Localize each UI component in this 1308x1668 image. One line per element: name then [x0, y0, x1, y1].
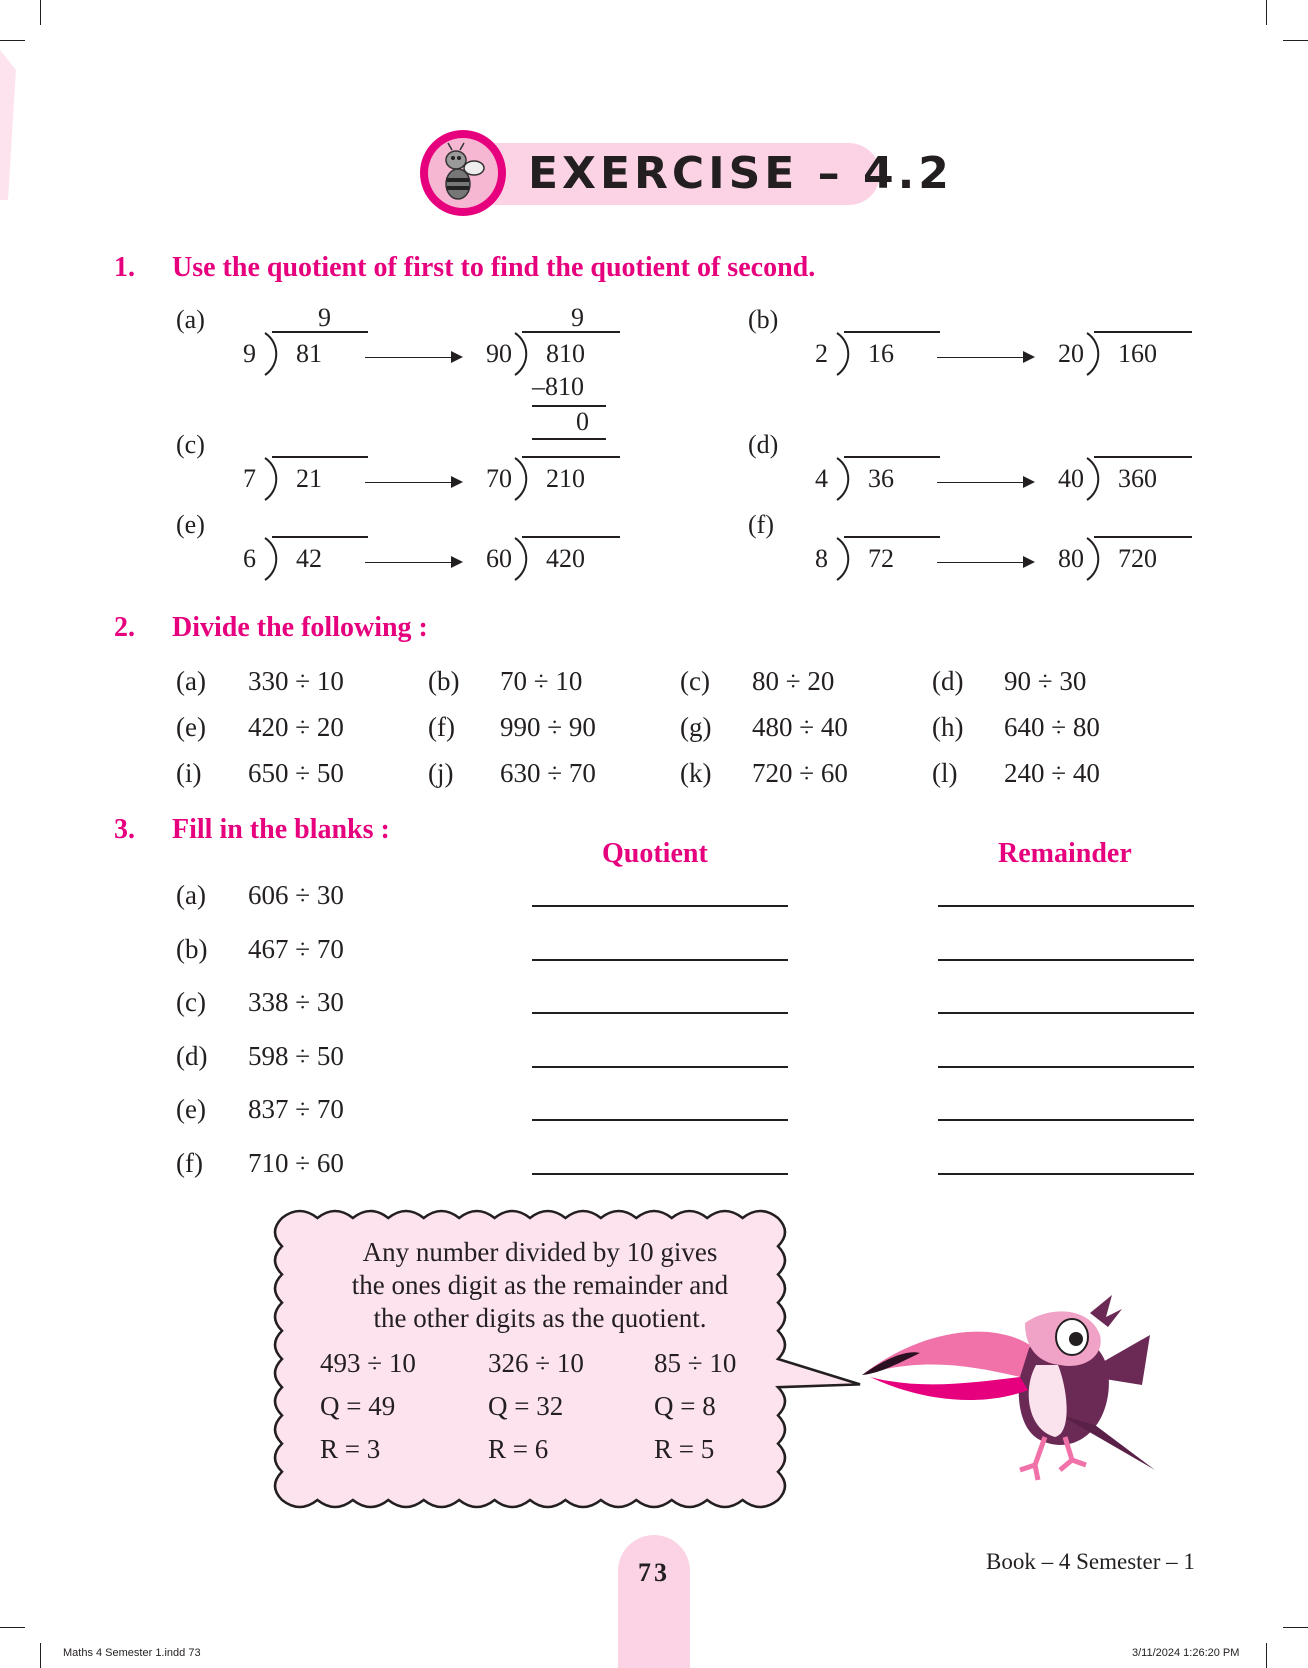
tip-line: the ones digit as the remainder and	[351, 1270, 729, 1300]
division-expression: 710 ÷ 60	[248, 1148, 344, 1178]
divisor: 4	[815, 464, 828, 493]
slug-date: 3/11/2024 1:26:20 PM	[1132, 1647, 1240, 1659]
item-label: (j)	[428, 758, 454, 788]
remainder-column-header: Remainder	[998, 838, 1132, 869]
division-expression: 80 ÷ 20	[752, 666, 835, 696]
item-label: (f)	[428, 712, 455, 742]
question-instruction: Use the quotient of first to find the quotient of second.	[172, 252, 816, 283]
item-label: (a)	[176, 666, 206, 696]
slug-file: Maths 4 Semester 1.indd 73	[63, 1647, 201, 1659]
divisor: 2	[815, 339, 828, 368]
bee-mascot-icon	[428, 138, 498, 208]
question-number: 1.	[114, 252, 135, 283]
example-quotient: Q = 8	[654, 1391, 716, 1421]
quotient: 9	[318, 303, 331, 332]
example-remainder: R = 5	[654, 1434, 715, 1464]
division-expression: 338 ÷ 30	[248, 987, 344, 1018]
division-expression: 480 ÷ 40	[752, 712, 848, 742]
division-bracket	[512, 456, 534, 502]
example-remainder: R = 3	[320, 1434, 381, 1464]
division-expression: 837 ÷ 70	[248, 1094, 344, 1125]
remainder-blank[interactable]	[938, 905, 1194, 907]
division-bar	[1094, 331, 1192, 333]
division-expression: 650 ÷ 50	[248, 758, 344, 788]
example-expression: 326 ÷ 10	[488, 1348, 584, 1378]
crop-mark	[40, 1643, 41, 1668]
arrow-right-icon	[937, 562, 1033, 563]
division-bracket	[262, 331, 284, 377]
dividend: 420	[546, 544, 585, 573]
item-label: (b)	[748, 305, 779, 334]
dividend: 720	[1118, 544, 1157, 573]
subtraction-line	[532, 438, 606, 440]
division-bracket	[1084, 456, 1106, 502]
subtraction-line	[532, 405, 606, 407]
division-expression: 240 ÷ 40	[1004, 758, 1100, 788]
division-bar	[522, 456, 620, 458]
division-expression: 630 ÷ 70	[500, 758, 596, 788]
divisor: 90	[486, 339, 512, 368]
question-instruction: Divide the following :	[172, 612, 428, 643]
arrow-right-icon	[365, 357, 461, 358]
item-label: (f)	[176, 1148, 203, 1178]
exercise-title: EXERCISE – 4.2	[528, 148, 953, 199]
division-bracket	[834, 456, 856, 502]
item-label: (c)	[176, 430, 205, 459]
division-bracket	[834, 536, 856, 582]
dividend: 72	[868, 544, 894, 573]
quotient-blank[interactable]	[532, 1012, 788, 1014]
item-label: (i)	[176, 758, 202, 788]
page-edge-shadow	[0, 50, 20, 200]
item-label: (e)	[176, 510, 205, 539]
tip-line: Any number divided by 10 gives	[362, 1237, 718, 1267]
division-bracket	[1084, 536, 1106, 582]
toucan-icon	[850, 1265, 1180, 1485]
tip-line: the other digits as the quotient.	[373, 1303, 707, 1333]
item-label: (d)	[748, 430, 779, 459]
crop-mark	[40, 0, 41, 25]
division-expression: 640 ÷ 80	[1004, 712, 1100, 742]
tip-text	[300, 1236, 780, 1335]
division-bracket	[262, 456, 284, 502]
book-info: Book – 4 Semester – 1	[986, 1549, 1195, 1574]
division-bracket	[834, 331, 856, 377]
division-bracket	[262, 536, 284, 582]
quotient-blank[interactable]	[532, 1066, 788, 1068]
item-label: (h)	[932, 712, 964, 742]
item-label: (k)	[680, 758, 712, 788]
divisor: 60	[486, 544, 512, 573]
item-label: (l)	[932, 758, 958, 788]
example-expression: 493 ÷ 10	[320, 1348, 416, 1378]
division-bar	[522, 536, 620, 538]
item-label: (c)	[176, 987, 206, 1018]
division-expression: 598 ÷ 50	[248, 1040, 344, 1071]
item-label: (d)	[176, 1040, 208, 1071]
divisor: 6	[243, 544, 256, 573]
arrow-right-icon	[937, 482, 1033, 483]
division-expression: 467 ÷ 70	[248, 933, 344, 964]
division-bracket	[512, 536, 534, 582]
item-label: (f)	[748, 510, 774, 539]
crop-mark	[0, 1627, 25, 1628]
divisor: 7	[243, 464, 256, 493]
remainder: 0	[576, 407, 589, 436]
remainder-blank[interactable]	[938, 1119, 1194, 1121]
item-label: (g)	[680, 712, 712, 742]
question-number: 3.	[114, 814, 135, 845]
crop-mark	[1266, 0, 1267, 25]
division-expression: 420 ÷ 20	[248, 712, 344, 742]
subtraction-step: –810	[532, 372, 584, 401]
division-expression: 90 ÷ 30	[1004, 666, 1087, 696]
remainder-blank[interactable]	[938, 1173, 1194, 1175]
division-bar	[844, 536, 940, 538]
division-bar	[272, 536, 368, 538]
division-bar	[844, 456, 940, 458]
divisor: 40	[1058, 464, 1084, 493]
example-quotient: Q = 32	[488, 1391, 564, 1421]
divisor: 8	[815, 544, 828, 573]
dividend: 36	[868, 464, 894, 493]
division-expression: 70 ÷ 10	[500, 666, 583, 696]
dividend: 160	[1118, 339, 1157, 368]
division-bar	[1094, 536, 1192, 538]
crop-mark	[1266, 1643, 1267, 1668]
divisor: 9	[243, 339, 256, 368]
crop-mark	[1283, 1627, 1308, 1628]
quotient-column-header: Quotient	[602, 838, 708, 869]
item-label: (c)	[680, 666, 710, 696]
question-number: 2.	[114, 612, 135, 643]
item-label: (a)	[176, 880, 206, 910]
dividend: 42	[296, 544, 322, 573]
example-expression: 85 ÷ 10	[654, 1348, 737, 1378]
division-bar	[1094, 456, 1192, 458]
dividend: 21	[296, 464, 322, 493]
remainder-blank[interactable]	[938, 959, 1194, 961]
quotient-blank[interactable]	[532, 905, 788, 907]
quotient-blank[interactable]	[532, 959, 788, 961]
division-bracket	[512, 331, 534, 377]
example-quotient: Q = 49	[320, 1391, 396, 1421]
item-label: (e)	[176, 712, 206, 742]
quotient: 9	[571, 303, 584, 332]
page-number: 73	[638, 1558, 670, 1587]
item-label: (a)	[176, 305, 205, 334]
item-label: (b)	[176, 933, 208, 964]
crop-mark	[0, 40, 25, 41]
quotient-blank[interactable]	[532, 1119, 788, 1121]
divisor: 80	[1058, 544, 1084, 573]
page-tab	[618, 1535, 690, 1668]
quotient-blank[interactable]	[532, 1173, 788, 1175]
divisor: 70	[486, 464, 512, 493]
remainder-blank[interactable]	[938, 1012, 1194, 1014]
dividend: 210	[546, 464, 585, 493]
dividend: 16	[868, 339, 894, 368]
question-instruction: Fill in the blanks :	[172, 814, 390, 845]
item-label: (e)	[176, 1094, 206, 1125]
item-label: (b)	[428, 666, 460, 696]
example-remainder: R = 6	[488, 1434, 549, 1464]
division-expression: 720 ÷ 60	[752, 758, 848, 788]
division-expression: 990 ÷ 90	[500, 712, 596, 742]
arrow-right-icon	[365, 482, 461, 483]
dividend: 810	[546, 339, 585, 368]
arrow-right-icon	[937, 357, 1033, 358]
dividend: 360	[1118, 464, 1157, 493]
remainder-blank[interactable]	[938, 1066, 1194, 1068]
division-expression: 330 ÷ 10	[248, 666, 344, 696]
division-bar	[844, 331, 940, 333]
crop-mark	[1283, 40, 1308, 41]
division-expression: 606 ÷ 30	[248, 880, 344, 910]
item-label: (d)	[932, 666, 964, 696]
dividend: 81	[296, 339, 322, 368]
division-bracket	[1084, 331, 1106, 377]
divisor: 20	[1058, 339, 1084, 368]
arrow-right-icon	[365, 562, 461, 563]
division-bar	[272, 456, 368, 458]
